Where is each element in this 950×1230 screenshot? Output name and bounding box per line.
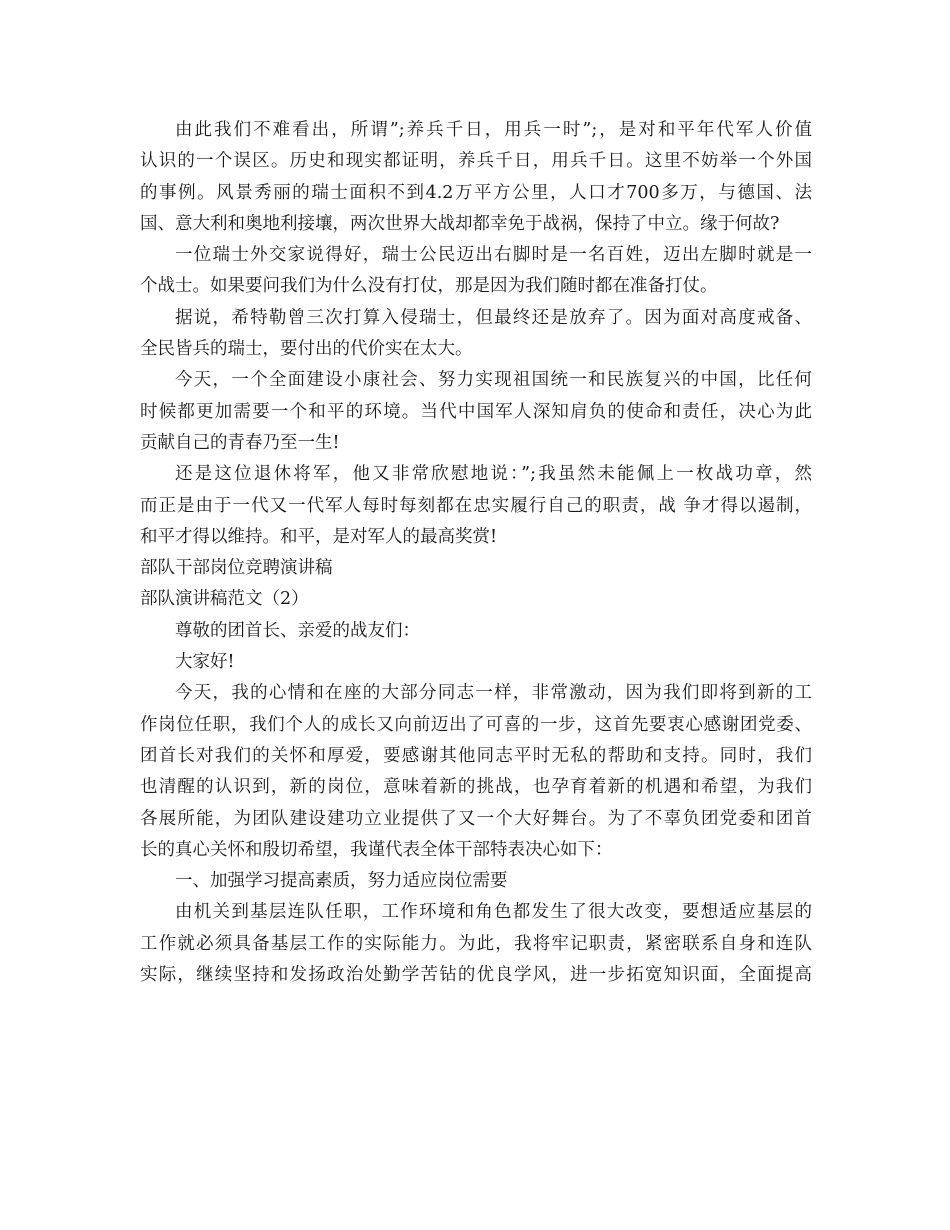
text-line: 作岗位任职，我们个人的成长又向前迈出了可喜的一步，这首先要衷心感谢团党委、 <box>140 714 812 735</box>
text-line: 和平才得以维持。和平，是对军人的最高奖赏! <box>140 526 498 547</box>
text-line: 今天，一个全面建设小康社会、努力实现祖国统一和民族复兴的中国，比任何 <box>175 370 812 391</box>
text-line: 个战士。如果要问我们为什么没有打仗，那是因为我们随时都在准备打仗。 <box>140 276 718 297</box>
text-line: 长的真心关怀和殷切希望，我谨代表全体干部特表决心如下： <box>140 839 613 860</box>
text-line: 部队干部岗位竞聘演讲稿 <box>140 558 333 579</box>
text-line: 也清醒的认识到，新的岗位，意味着新的挑战，也孕育着新的机遇和希望，为我们 <box>140 777 812 798</box>
text-line: 的事例。风景秀丽的瑞士面积不到4.2万平方公里，人口才700多万，与德国、法 <box>140 182 812 203</box>
text-line: 工作就必须具备基层工作的实际能力。为此，我将牢记职责，紧密联系自身和连队 <box>140 933 812 954</box>
text-line: 部队演讲稿范文（2） <box>140 589 309 610</box>
text-line: 国、意大利和奥地利接壤，两次世界大战却都幸免于战祸，保持了中立。缘于何故? <box>140 213 780 234</box>
text-line: 大家好! <box>175 652 235 673</box>
text-line: 各展所能，为团队建设建功立业提供了又一个大好舞台。为了不辜负团党委和团首 <box>140 808 812 829</box>
text-line: 由此我们不难看出，所谓”;养兵千日，用兵一时”;，是对和平年代军人价值 <box>175 120 812 140</box>
text-line: 还是这位退休将军，他又非常欣慰地说：”;我虽然未能佩上一枚战功章，然 <box>175 464 812 485</box>
text-line: 由机关到基层连队任职，工作环境和角色都发生了很大改变，要想适应基层的 <box>175 902 812 923</box>
text-line: 据说，希特勒曾三次打算入侵瑞士，但最终还是放弃了。因为面对高度戒备、 <box>175 307 812 328</box>
text-line: 一、加强学习提高素质，努力适应岗位需要 <box>175 871 508 892</box>
text-line: 而正是由于一代又一代军人每时每刻都在忠实履行自己的职责，战 争才得以遏制， <box>140 495 812 516</box>
document-page <box>140 115 812 991</box>
text-line: 全民皆兵的瑞士，要付出的代价实在太大。 <box>140 339 473 360</box>
text-line: 认识的一个误区。历史和现实都证明，养兵千日，用兵千日。这里不妨举一个外国 <box>140 151 812 172</box>
text-line: 团首长对我们的关怀和厚爱，要感谢其他同志平时无私的帮助和支持。同时，我们 <box>140 745 812 766</box>
text-line: 今天，我的心情和在座的大部分同志一样，非常激动，因为我们即将到新的工 <box>175 683 812 704</box>
text-line: 一位瑞士外交家说得好，瑞士公民迈出右脚时是一名百姓，迈出左脚时就是一 <box>175 245 812 266</box>
text-line: 贡献自己的青春乃至一生! <box>140 432 340 453</box>
text-line: 时候都更加需要一个和平的环境。当代中国军人深知肩负的使命和责任，决心为此 <box>140 401 812 422</box>
text-line: 实际，继续坚持和发扬政治处勤学苦钻的优良学风，进一步拓宽知识面，全面提高 <box>140 965 812 986</box>
text-line: 尊敬的团首长、亲爱的战友们： <box>175 620 420 641</box>
